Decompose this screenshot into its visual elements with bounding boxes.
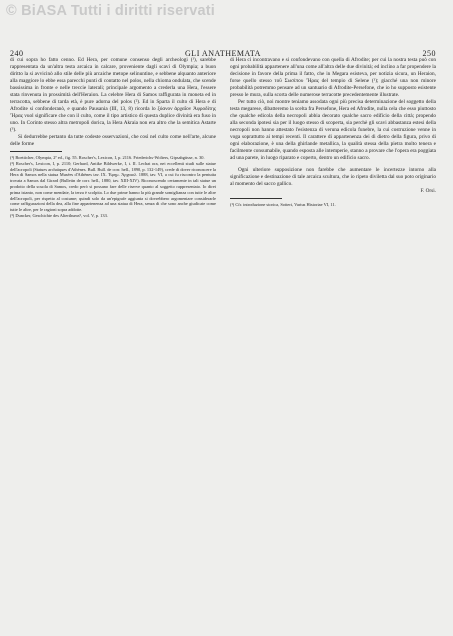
body-paragraph: Si dedurrebbe pertanto da tutte codeste osservazioni, che così nel culto come nell'arte, alcune delle forme [10, 134, 216, 147]
footnote: (¹) Cfr. introduzione storica, Sotteri, Varius Historiae VI, 11. [230, 202, 336, 207]
body-paragraph: di cui sopra ho fatto cenno. Ed Hera, per comune consenso degli archeologi (¹), sarebbe rappresentata da un'altra testa arcaica in calcare, proveniente dagli scavi di Olympia; a buon diritto la si avvicinò allo stile delle più arcaiche metope selinuntine, e sebbene alquanto anteriore alla maggiore lo ebbe essa parecchi punti di contatto nel polos, nella chioma ondulata, che scende bassissima in fronte e nelle treccie laterali; principale argomento a crederla una Hera, l'essere stata rinvenuta in prossimità dell'Heraion. La celebre Hera di Samos raffigurata in moneta ed in terracotta, sebbene di tarda età, è pure adorna del polos (²). Ed in Sparta il culto di Hera e di Afrodite si confonderanò, e quando Pausania (III, 13, 8) ricorda lo ξόανον ἀρχαῖον Ἀφροδίτης Ἥρας vuol significare che con il culto, come il tipo artistico di questa duplice divinità era fuso in uno. In Corinto stesso altra metropoli dorica, la Hera Akraia non era altro che la semitica Astarte (³). [10, 57, 216, 133]
left-page-number: 240 [10, 49, 24, 58]
body-paragraph: di Hera ci incontravano e si confondevano con quella di Afrodite; per cui la nostra testa può con ogni probabilità appartenere all'una come all'altra delle due divinità; ed inclino a far propendere la decisione in favore della prima il fatto, che in Megara esisteva, per notizia sicura, un Heraion, forse quello stesso τοῦ Σωσίπου Ἥρας del tempio di Selene (¹); giacché una non minore probabilità potremmo pensare ad un santuario di Afrodite-Persefone, che io ho supposto esistente presso le mura, sulla scorta delle numerose terracotte precedentemente illustrate. [230, 57, 436, 98]
running-title: GLI ANATHEMATA [185, 49, 261, 58]
right-page-number: 250 [422, 49, 436, 58]
footnote: (¹) Boetticher, Olympia, 2ª ed., fig. 55. Roscher's, Lexicon, I, p. 2116. Friederichs-Wolters, Gipsabgüsse, n. 30. [10, 155, 205, 160]
footnote: (²) Roscher's, Lexicon, I, p. 2110; Gerhard, Antike Bildwerke, I, t. II. Lechat ora, nei eccellenti studi sulle statue dell'acropoli (Statues archaïques d'Athènes. Bull. Bull. de corr. hell., 1890, p. 132-149), crede di dover riconoscere la Hera di Samos nella statua Musées d'Athènes tav. IX. Ἐφημ. Ἀρχαιολ. 1888, tav. VI, a cui fu riscontro la pentutta trovata a Samos dal Girard (Bulletin de corr. hell., 1880, tav. XIII-XIV). Riconoscendo certamente in tali statue un prodotto della scuola di Samos, credo però si possano fare delle riserve quanto al soggetto rappresentato. Io direi prima istanto, non come mendate, la terza è scolpita. Lo due prime hanno la più grande somiglianza con tutte le altre dell'acropoli, per rispetto al costume; quindi solo da un'epigrafe aggiunta si dovrebbero argomentare considerarle come raffigurazioni della dea, alla fine appartenenza ad una statua di Hera, senza di che sono anche giudicate come tutte le altre, per le ragioni sopra addotte. [10, 160, 216, 213]
body-paragraph: Per tutto ciò, noi montre teniamo assodata ogni più precisa determinazione del soggetto della testa megarese, dibatteremo la scelta fra Persefone, Hera ed Afrodite, nulla cela che esso piuttosto che qualche edicola della necropoli abbia decorato qualche sacro edificio della città; propendo alla seconda ipotesi sia per il luogo stesso di scoperta, sia perchè gli scavi abbastanza estesi della necropoli non hanno attestato l'esistenza di veruna edicola funebre, la cui costruzione venne in voga soprattutto ai tempi recenti. Il carattere di appartenenza dei di dietro della figura, privo di ogni elaborazione, è una della ghirlande metallica, la qualità stessa della pietra molto tenera e facilmente consumabile, quando esposta alle intemperie, stanno a provare che l'opera era poggiata ad una parete, in luogo riparato e coperto, dentro un edificio sacro. [230, 99, 436, 161]
left-column [10, 57, 216, 617]
footnote: (³) Duncker, Geschichte des Alterthums⁵, vol. V, p. 133. [10, 212, 108, 218]
right-column [230, 57, 436, 617]
copyright-watermark: © BiASA Tutti i diritti riservati [6, 3, 216, 19]
footnote-rule [10, 151, 62, 152]
author-signature: F. Orsi. [420, 188, 436, 194]
footnotes [10, 155, 216, 219]
footnotes [230, 202, 436, 208]
footnote-rule [230, 198, 282, 199]
text-columns [10, 57, 436, 617]
body-paragraph: Ogni ulteriore supposizione non farebbe che aumentare le incertezze intorno alla significazione e destinazione di tale arcaica scultura, che io ripeto diviletta dal suo poto originario al momento del sacco gallico. [230, 167, 436, 187]
